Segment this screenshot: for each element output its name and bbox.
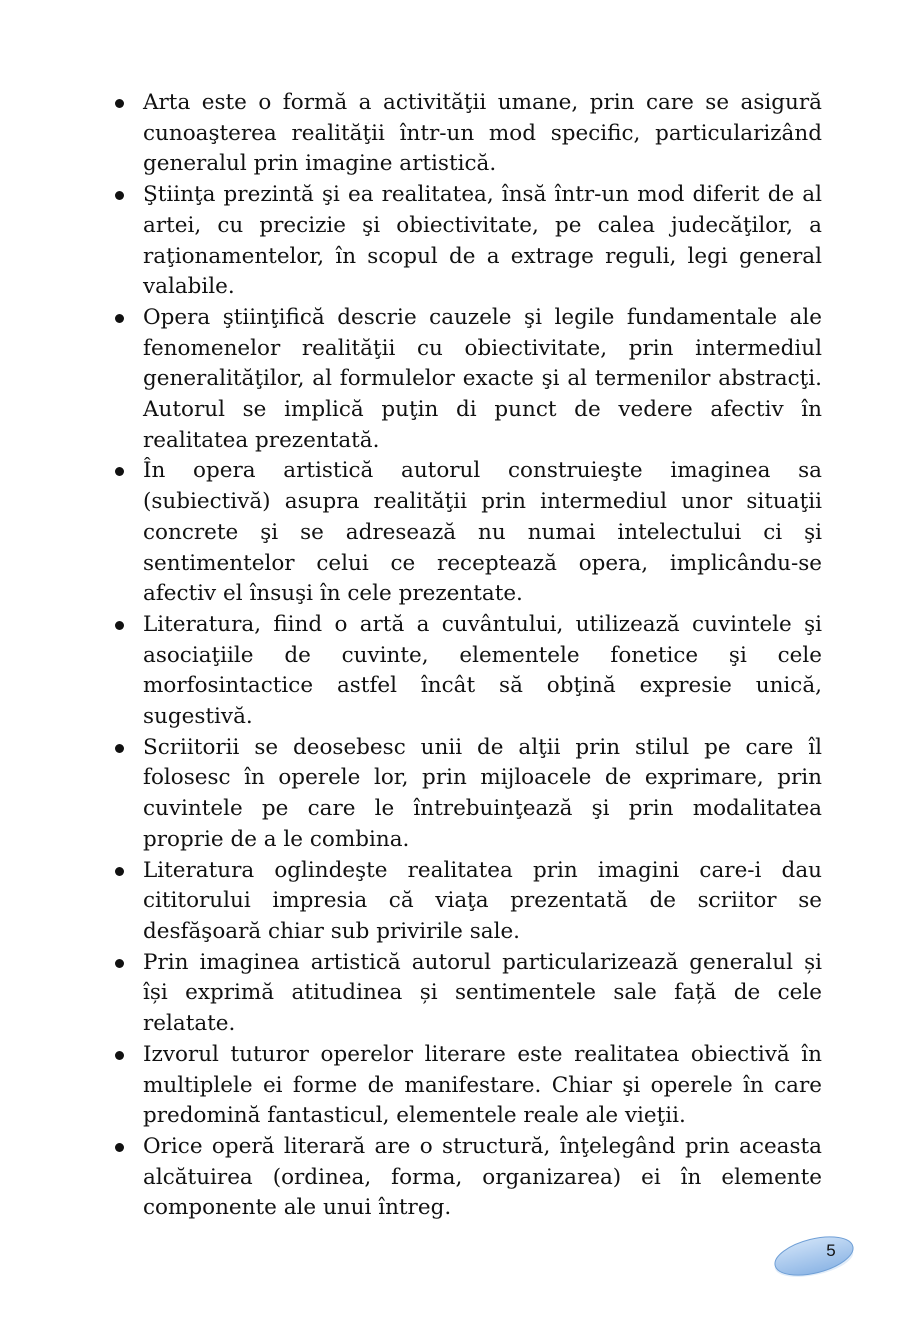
list-item [112, 1132, 822, 1224]
bullet-icon [115, 1143, 124, 1152]
list-item-text: Orice operă literară are o structură, înţelegând prin aceasta alcătuirea (ordinea, forma, organizarea) ei în elemente componente ale unui întreg. [143, 1133, 822, 1221]
list-item [112, 948, 822, 1040]
list-item [112, 610, 822, 733]
bullet-icon [115, 621, 124, 630]
list-item-text: Scriitorii se deosebesc unii de alţii prin stilul pe care îl folosesc în operele lor, prin mijloacele de exprimare, prin cuvintele pe care le întrebuinţează şi prin modalitatea proprie de a le combina. [143, 734, 822, 852]
list-item-text: Literatura oglindeşte realitatea prin imagini care-i dau cititorului impresia că viaţa prezentată de scriitor se desfăşoară chiar sub privirile sale. [143, 857, 822, 944]
list-item-text: Arta este o formă a activităţii umane, prin care se asigură cunoaşterea realităţii într-un mod specific, particularizând generalul prin imagine artistică. [143, 90, 822, 177]
bullet-list [112, 88, 822, 1224]
list-item [112, 303, 822, 457]
list-item [112, 856, 822, 948]
bullet-icon [115, 191, 124, 200]
list-item-text: Opera ştiinţifică descrie cauzele şi legile fundamentale ale fenomenelor realităţii cu obiectivitate, prin intermediul generalităţilor, al formulelor exacte şi al termenilor abstracţi. Autorul se implică puţin di punct de vedere afectiv în realitatea prezentată. [143, 304, 822, 453]
list-item [112, 180, 822, 303]
list-item-text: Izvorul tuturor operelor literare este realitatea obiectivă în multiplele ei forme de manifestare. Chiar şi operele în care predomină fantasticul, elementele reale ale vieţii. [143, 1041, 822, 1129]
bullet-icon [115, 959, 124, 968]
page-number: 5 [826, 1241, 836, 1260]
bullet-icon [115, 467, 124, 476]
list-item [112, 733, 822, 856]
list-item [112, 456, 822, 610]
list-item-text: Prin imaginea artistică autorul particularizează generalul și își exprimă atitudinea și sentimentele sale față de cele relatate. [143, 949, 822, 1037]
page-number-badge [770, 1234, 856, 1280]
list-item-text: Ştiinţa prezintă şi ea realitatea, însă într-un mod diferit de al artei, cu precizie şi obiectivitate, pe calea judecăţilor, a raţionamentelor, în scopul de a extrage reguli, legi general valabile. [143, 182, 822, 300]
bullet-icon [115, 99, 124, 108]
list-item [112, 88, 822, 180]
bullet-icon [115, 314, 124, 323]
bullet-icon [115, 867, 124, 876]
list-item-text: Literatura, fiind o artă a cuvântului, utilizează cuvintele şi asociaţiile de cuvinte, elementele fonetice şi cele morfosintactice astfel încât să obţină expresie unică, sugestivă. [143, 611, 822, 730]
bullet-icon [115, 744, 124, 753]
bullet-icon [115, 1051, 124, 1060]
list-item-text: În opera artistică autorul construieşte imaginea sa (subiectivă) asupra realităţii prin intermediul unor situaţii concrete şi se adresează nu numai intelectului ci şi sentimentelor celui ce receptează opera, implicându-se afectiv el însuşi în cele prezentate. [143, 458, 822, 607]
list-item [112, 1040, 822, 1132]
